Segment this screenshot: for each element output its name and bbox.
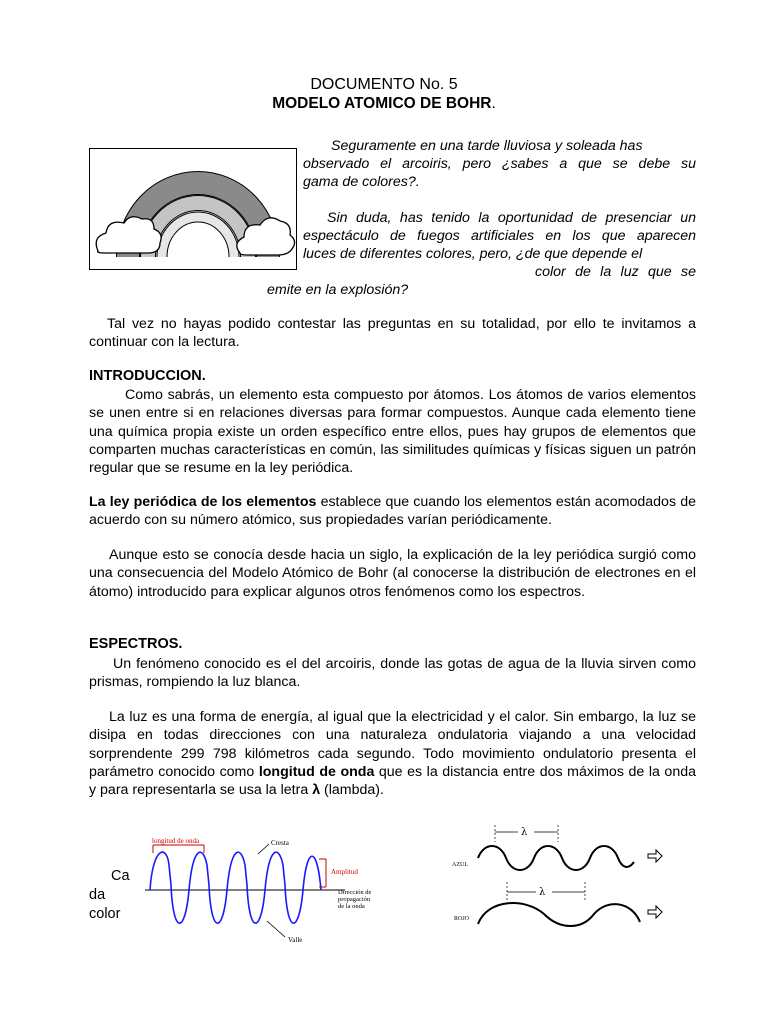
color-wave-diagram bbox=[448, 822, 668, 932]
direccion-label-3: de la onda bbox=[338, 903, 365, 910]
question-line: Sin duda, has tenido la oportunidad de presenciar un bbox=[327, 210, 696, 226]
bohr-paragraph: Aunque esto se conocía desde hacia un siglo, la explicación de la ley periódica surgió como una consecuencia del Modelo Atómico de Bohr (al conocerse la distribución de electrones en el átomo) introducido para explicar algunos otros fenómenos como los espectros. bbox=[89, 547, 696, 600]
document-title: MODELO ATOMICO DE BOHR. bbox=[272, 95, 496, 112]
question-line: emite en la explosión? bbox=[267, 282, 409, 298]
arrow-right-icon bbox=[648, 850, 662, 862]
luz-paragraph: La luz es una forma de energía, al igual que la electricidad y el calor. Sin embargo, la luz se disipa en todas direcciones con una naturaleza ondulatoria viajando a una velocidad sorprendente 299 798 kilómetros cada segundo. Todo movimiento ondulatorio presenta el parámetro conocido como longitud de onda que es la distancia entre dos máximos de la onda y para representarla se usa la letra λ (lambda). bbox=[89, 709, 696, 799]
question-line: luces de diferentes colores, pero, ¿de que depende el bbox=[303, 246, 643, 262]
arrow-right-icon bbox=[648, 906, 662, 918]
blue-wave bbox=[150, 852, 321, 923]
rainbow-icon bbox=[90, 149, 296, 269]
lambda-symbol-red: λ bbox=[539, 887, 546, 898]
question-line: color de la luz que se bbox=[535, 264, 696, 280]
wave-diagram bbox=[145, 825, 405, 945]
lambda-symbol-blue: λ bbox=[521, 827, 528, 838]
question-line: Seguramente en una tarde lluviosa y soleada has bbox=[331, 138, 643, 154]
longitud-label: longitud de onda bbox=[152, 837, 200, 845]
introduccion-heading: INTRODUCCION. bbox=[89, 368, 206, 384]
cada-color-fragment: Ca da color bbox=[89, 868, 130, 922]
azul-label: AZUL bbox=[452, 862, 468, 868]
direccion-label-1: Dirección de bbox=[338, 889, 372, 896]
direccion-label-2: propagación bbox=[338, 896, 371, 903]
question-line: espectáculo de fuegos artificiales en los que aparecen bbox=[303, 228, 696, 244]
espectros-paragraph: Un fenómeno conocido es el del arcoiris, donde las gotas de agua de la lluvia sirven como prismas, rompiendo la luz blanca. bbox=[89, 656, 696, 691]
question-line: observado el arcoiris, pero ¿sabes a que se debe su bbox=[303, 156, 696, 172]
rojo-label: ROJO bbox=[454, 916, 470, 922]
rainbow-illustration bbox=[89, 148, 297, 270]
question-line: gama de colores?. bbox=[303, 174, 420, 190]
cresta-label: Cresta bbox=[271, 839, 289, 847]
amplitud-label: Amplitud bbox=[331, 868, 358, 876]
ley-paragraph: La ley periódica de los elementos establece que cuando los elementos están acomodados de acuerdo con su número atómico, sus propiedades varían periódicamente. bbox=[89, 494, 696, 529]
valle-label: Valle bbox=[288, 936, 303, 944]
introduccion-paragraph: Como sabrás, un elemento esta compuesto por átomos. Los átomos de varios elementos se unen entre si en relaciones diversas para formar compuestos. Aunque cada elemento tiene una química propia existe un orden específico entre ellos, pues hay grupos de elementos que comparten muchas características en común, las similitudes químicas y físicas siguen un patrón regular que se resume en la ley periódica. bbox=[89, 387, 696, 477]
document-number: DOCUMENTO No. 5 bbox=[310, 76, 458, 93]
espectros-heading: ESPECTROS. bbox=[89, 636, 183, 652]
invite-paragraph: Tal vez no hayas podido contestar las preguntas en su totalidad, por ello te invitamos a continuar con la lectura. bbox=[89, 316, 696, 351]
